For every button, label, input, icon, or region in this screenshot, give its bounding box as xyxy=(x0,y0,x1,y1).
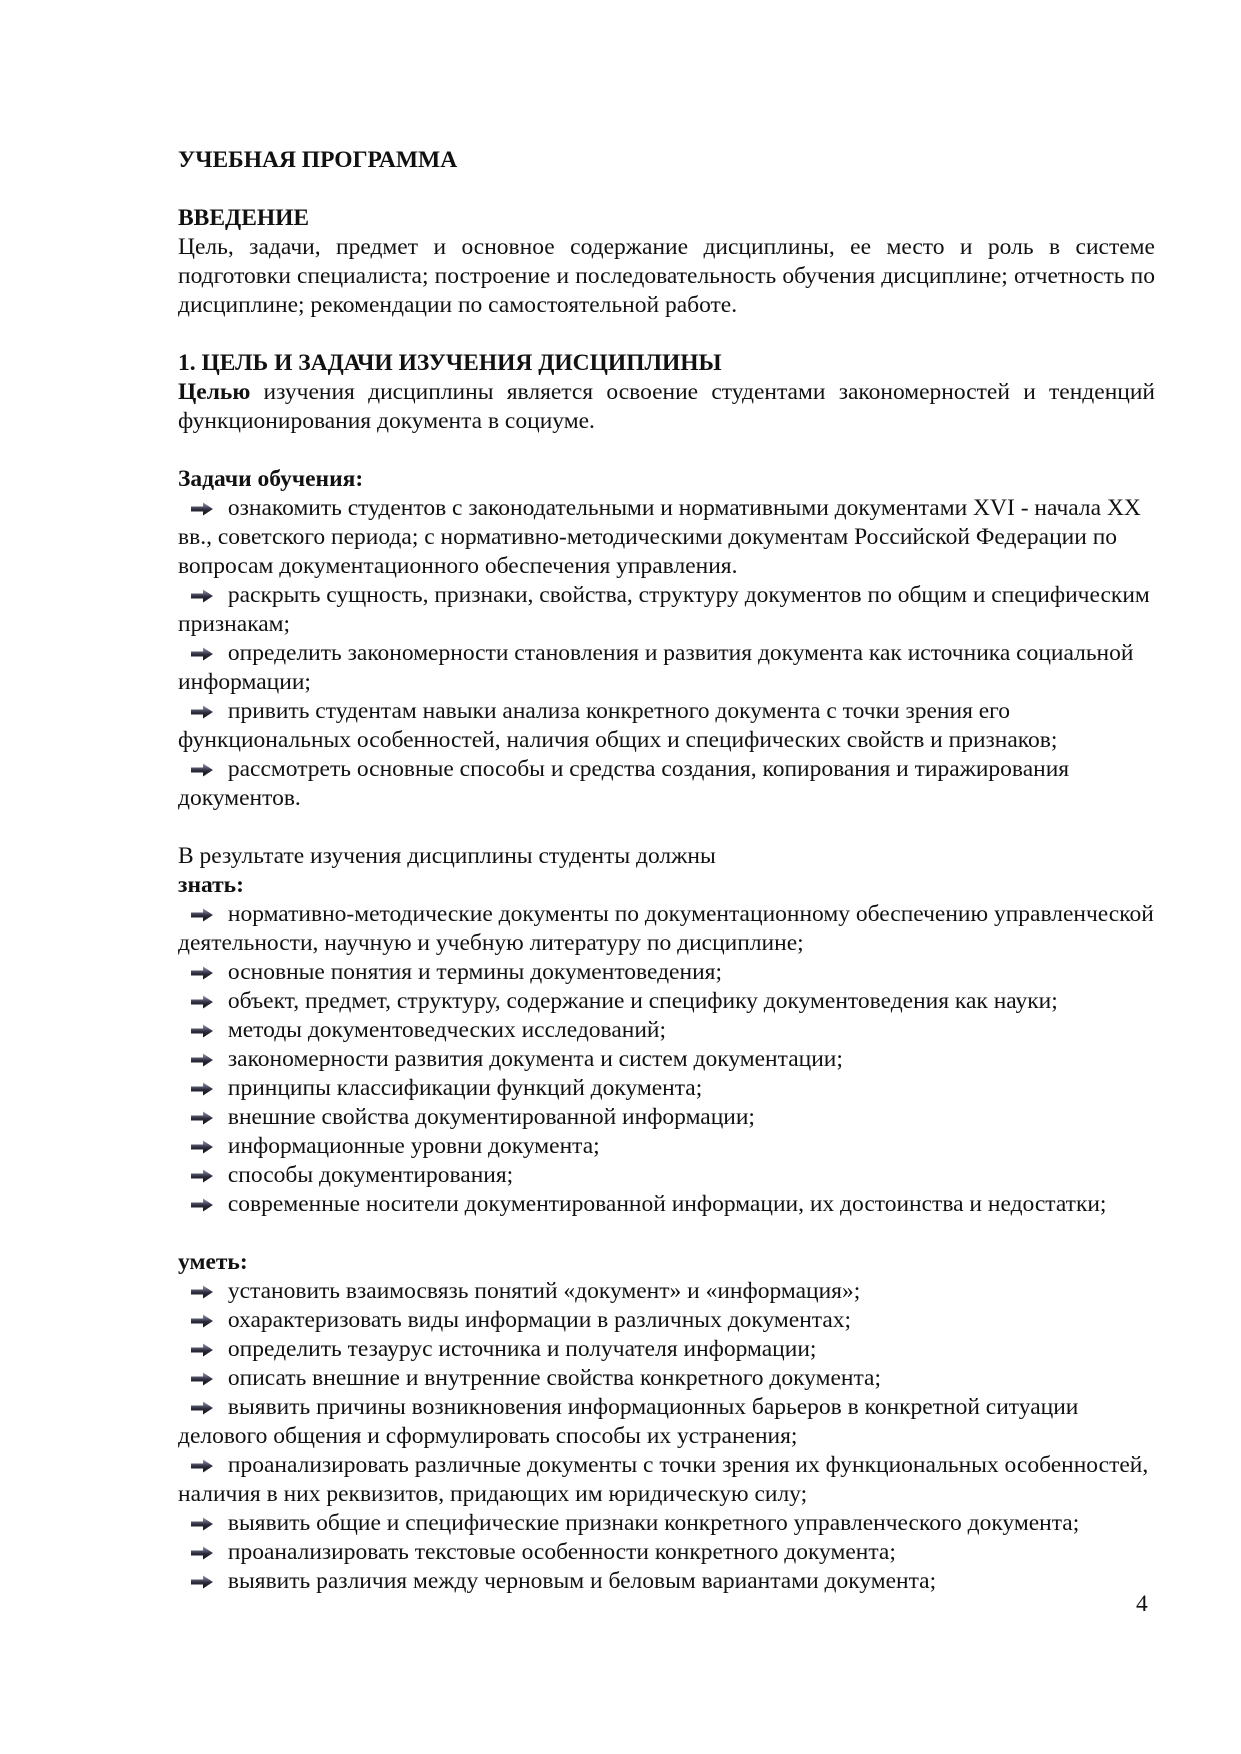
arrow-bullet-icon xyxy=(190,647,214,661)
intro-text: Цель, задачи, предмет и основное содержание дисциплины, ее место и роль в системе подготовки специалиста; построение и последовательность обучения дисциплине; отчетность по дисциплине; рекомендации по самостоятельной работе. xyxy=(178,234,1155,318)
list-item-text: определить тезаурус источника и получателя информации; xyxy=(227,1336,817,1362)
list-item xyxy=(178,1277,1155,1306)
list-item-text: методы документоведческих исследований; xyxy=(227,1017,667,1043)
know-list xyxy=(178,900,1155,1219)
list-item xyxy=(178,987,1155,1016)
arrow-bullet-icon xyxy=(190,1314,214,1328)
list-item xyxy=(178,1538,1155,1567)
arrow-bullet-icon xyxy=(190,589,214,603)
list-item-text: принципы классификации функций документа; xyxy=(227,1075,703,1101)
list-item xyxy=(178,1306,1155,1335)
arrow-bullet-icon xyxy=(190,1082,214,1096)
list-item xyxy=(178,1045,1155,1074)
list-item-text: проанализировать различные документы с точки зрения их функциональных особенностей, наличия в них реквизитов, придающих им юридическую силу; xyxy=(178,1452,1149,1507)
result-intro: В результате изучения дисциплины студенты должны xyxy=(178,843,716,869)
arrow-bullet-icon xyxy=(190,1198,214,1212)
list-item xyxy=(178,1016,1155,1045)
page-number: 4 xyxy=(1136,1591,1148,1617)
list-item-text: выявить общие и специфические признаки конкретного управленческого документа; xyxy=(227,1510,1080,1536)
goal-paragraph xyxy=(178,378,1155,436)
know-heading: знать: xyxy=(178,872,244,898)
list-item-text: описать внешние и внутренние свойства конкретного документа; xyxy=(227,1365,882,1391)
list-item-text: внешние свойства документированной информации; xyxy=(227,1104,755,1130)
list-item xyxy=(178,1509,1155,1538)
section-heading: 1. ЦЕЛЬ И ЗАДАЧИ ИЗУЧЕНИЯ ДИСЦИПЛИНЫ xyxy=(178,350,722,376)
arrow-bullet-icon xyxy=(190,1111,214,1125)
spacer xyxy=(178,1219,1155,1248)
list-item xyxy=(178,581,1155,639)
list-item xyxy=(178,697,1155,755)
list-item xyxy=(178,1161,1155,1190)
document-page xyxy=(178,146,1155,1596)
list-item xyxy=(178,1132,1155,1161)
spacer xyxy=(178,175,1155,204)
arrow-bullet-icon xyxy=(190,1401,214,1415)
intro-heading: ВВЕДЕНИЕ xyxy=(178,205,310,231)
list-item-text: ознакомить студентов с законодательными и нормативными документами XVI - начала XX вв., советского периода; с нормативно-методическими документам Российской Федерации по вопросам документационного обеспечения управления. xyxy=(178,495,1141,579)
arrow-bullet-icon xyxy=(190,966,214,980)
arrow-bullet-icon xyxy=(190,1024,214,1038)
list-item-text: закономерности развития документа и систем документации; xyxy=(227,1046,843,1072)
list-item xyxy=(178,755,1155,813)
tasks-list xyxy=(178,494,1155,813)
arrow-bullet-icon xyxy=(190,995,214,1009)
arrow-bullet-icon xyxy=(190,1459,214,1473)
list-item-text: охарактеризовать виды информации в различных документах; xyxy=(227,1307,852,1333)
arrow-bullet-icon xyxy=(190,908,214,922)
arrow-bullet-icon xyxy=(190,1053,214,1067)
arrow-bullet-icon xyxy=(190,1169,214,1183)
list-item-text: установить взаимосвязь понятий «документ» и «информация»; xyxy=(227,1278,861,1304)
list-item xyxy=(178,1393,1155,1451)
arrow-bullet-icon xyxy=(190,1343,214,1357)
list-item-text: основные понятия и термины документоведения; xyxy=(227,959,722,985)
list-item xyxy=(178,494,1155,581)
arrow-bullet-icon xyxy=(190,1517,214,1531)
list-item xyxy=(178,1103,1155,1132)
spacer xyxy=(178,320,1155,349)
list-item-text: способы документирования; xyxy=(227,1162,514,1188)
list-item-text: определить закономерности становления и развития документа как источника социальной информации; xyxy=(178,640,1134,695)
list-item xyxy=(178,1190,1155,1219)
list-item xyxy=(178,639,1155,697)
list-item xyxy=(178,1567,1155,1596)
arrow-bullet-icon xyxy=(190,705,214,719)
arrow-bullet-icon xyxy=(190,1140,214,1154)
list-item-text: рассмотреть основные способы и средства создания, копирования и тиражирования документов. xyxy=(178,756,1070,811)
list-item xyxy=(178,958,1155,987)
list-item-text: современные носители документированной информации, их достоинства и недостатки; xyxy=(227,1191,1107,1217)
list-item-text: информационные уровни документа; xyxy=(227,1133,600,1159)
arrow-bullet-icon xyxy=(190,1546,214,1560)
tasks-heading: Задачи обучения: xyxy=(178,466,364,492)
list-item xyxy=(178,900,1155,958)
arrow-bullet-icon xyxy=(190,1575,214,1589)
can-heading: уметь: xyxy=(178,1249,248,1275)
goal-label: Целью xyxy=(178,379,251,405)
goal-text: изучения дисциплины является освоение студентами закономерностей и тенденций функционирования документа в социуме. xyxy=(178,379,1155,434)
arrow-bullet-icon xyxy=(190,502,214,516)
spacer xyxy=(178,813,1155,842)
list-item-text: выявить причины возникновения информационных барьеров в конкретной ситуации делового общения и сформулировать способы их устранения; xyxy=(178,1394,1079,1449)
list-item-text: объект, предмет, структуру, содержание и специфику документоведения как науки; xyxy=(227,988,1058,1014)
list-item-text: проанализировать текстовые особенности конкретного документа; xyxy=(227,1539,896,1565)
list-item xyxy=(178,1335,1155,1364)
list-item-text: нормативно-методические документы по документационному обеспечению управленческой деятельности, научную и учебную литературу по дисциплине; xyxy=(178,901,1154,956)
can-list xyxy=(178,1277,1155,1596)
spacer xyxy=(178,436,1155,465)
arrow-bullet-icon xyxy=(190,1285,214,1299)
list-item-text: привить студентам навыки анализа конкретного документа с точки зрения его функциональных особенностей, наличия общих и специфических свойств и признаков; xyxy=(178,698,1058,753)
list-item-text: раскрыть сущность, признаки, свойства, структуру документов по общим и специфическим признакам; xyxy=(178,582,1150,637)
list-item-text: выявить различия между черновым и беловым вариантами документа; xyxy=(227,1568,937,1594)
list-item xyxy=(178,1364,1155,1393)
page-title: УЧЕБНАЯ ПРОГРАММА xyxy=(178,147,458,173)
arrow-bullet-icon xyxy=(190,1372,214,1386)
list-item xyxy=(178,1451,1155,1509)
list-item xyxy=(178,1074,1155,1103)
arrow-bullet-icon xyxy=(190,763,214,777)
